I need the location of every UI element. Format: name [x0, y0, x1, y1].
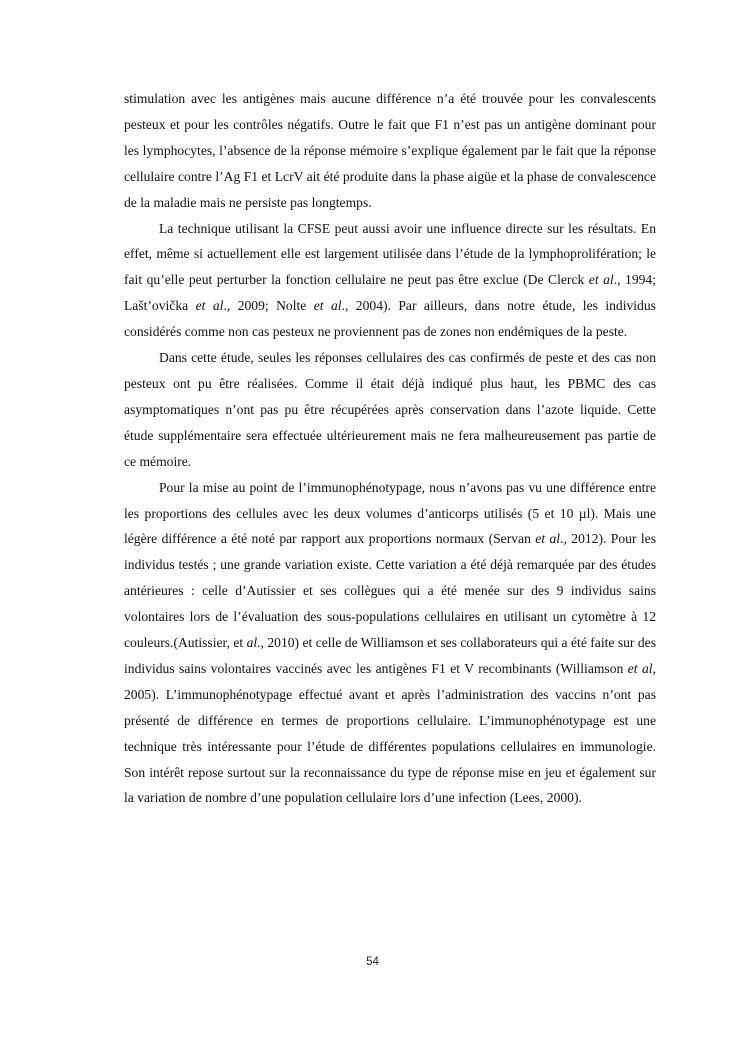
paragraph-text: La technique utilisant la CFSE peut aussi avoir une influence directe sur les résultats. En effet, même si actuellement elle est largement utilisée dans l’étude de la lymphoprolifération; le fait qu’elle peut perturber la fonction cellulaire ne peut pas être exclue (De Clerck — [124, 220, 656, 288]
paragraph-cfse-technique — [124, 216, 656, 346]
paragraph-text: ., 2010) et celle de Williamson et ses collaborateurs qui a été faite sur des individus sains volontaires vaccinés avec les antigènes F1 et V recombinants (Williamson — [124, 635, 656, 676]
paragraph-text: Dans cette étude, seules les réponses cellulaires des cas confirmés de peste et des cas non pesteux ont pu être réalisées. Comme il était déjà indiqué plus haut, les PBMC des cas asymptomatiques n’ont pas pu être récupérées après conservation dans l’azote liquide. Cette étude supplémentaire sera effectuée ultérieurement mais ne fera malheureusement pas partie de ce mémoire. — [124, 350, 656, 469]
paragraph-text: ., 1994; Lašt’ovička — [124, 272, 656, 314]
citation-italic-text: al — [246, 635, 258, 651]
citation-italic-text: et al — [535, 531, 561, 547]
paragraph-stimulation — [124, 86, 656, 216]
paragraph-text: Pour la mise au point de l’immunophénotypage, nous n’avons pas vu une différence entre les proportions des cellules avec les deux volumes d’anticorps utilisés (5 et 10 µl). Mais une légère différence a été noté par rapport aux proportions normaux (Servan — [124, 479, 656, 547]
citation-italic-text: et al — [627, 660, 653, 676]
citation-italic-text: et al — [195, 298, 224, 314]
paragraph-text: ., 2009; Nolte — [223, 298, 314, 314]
citation-italic-text: et al — [588, 272, 614, 288]
citation-italic-text: et al — [313, 298, 342, 314]
document-body — [124, 86, 656, 811]
paragraph-text: ., 2012). Pour les individus testés ; une grande variation existe. Cette variation a été déjà remarquée par des études antérieures : celle d’Autissier et ses collègues qui a été menée sur des 9 individus sains volontaires lors de l’évaluation des sous-populations cellulaires en utilisant un cytomètre à 12 couleurs.(Autissier, et — [124, 531, 656, 651]
paragraph-text: stimulation avec les antigènes mais aucune différence n’a été trouvée pour les convalescents pesteux et pour les contrôles négatifs. Outre le fait que F1 n’est pas un antigène dominant pour les lymphocytes, l’absence de la réponse mémoire s’explique également par le fait que la réponse cellulaire contre l’Ag F1 et LcrV ait été produite dans la phase aigüe et la phase de convalescence de la maladie mais ne persiste pas longtemps. — [124, 91, 656, 210]
paragraph-cellular-responses — [124, 345, 656, 475]
paragraph-immunophenotyping — [124, 475, 656, 812]
page-number: 54 — [366, 956, 379, 968]
paragraph-text: ., 2004). Par ailleurs, dans notre étude, les individus considérés comme non cas pesteux ne proviennent pas de zones non endémiques de la peste. — [124, 298, 656, 340]
paragraph-text: , 2005). L’immunophénotypage effectué avant et après l’administration des vaccins n’ont pas présenté de différence en termes de proportions cellulaire. L’immunophénotypage est une technique très intéressante pour l’étude de différentes populations cellulaires en immunologie. Son intérêt repose surtout sur la reconnaissance du type de réponse mise en jeu et également sur la variation de nombre d’une population cellulaire lors d’une infection (Lees, 2000). — [124, 660, 656, 806]
